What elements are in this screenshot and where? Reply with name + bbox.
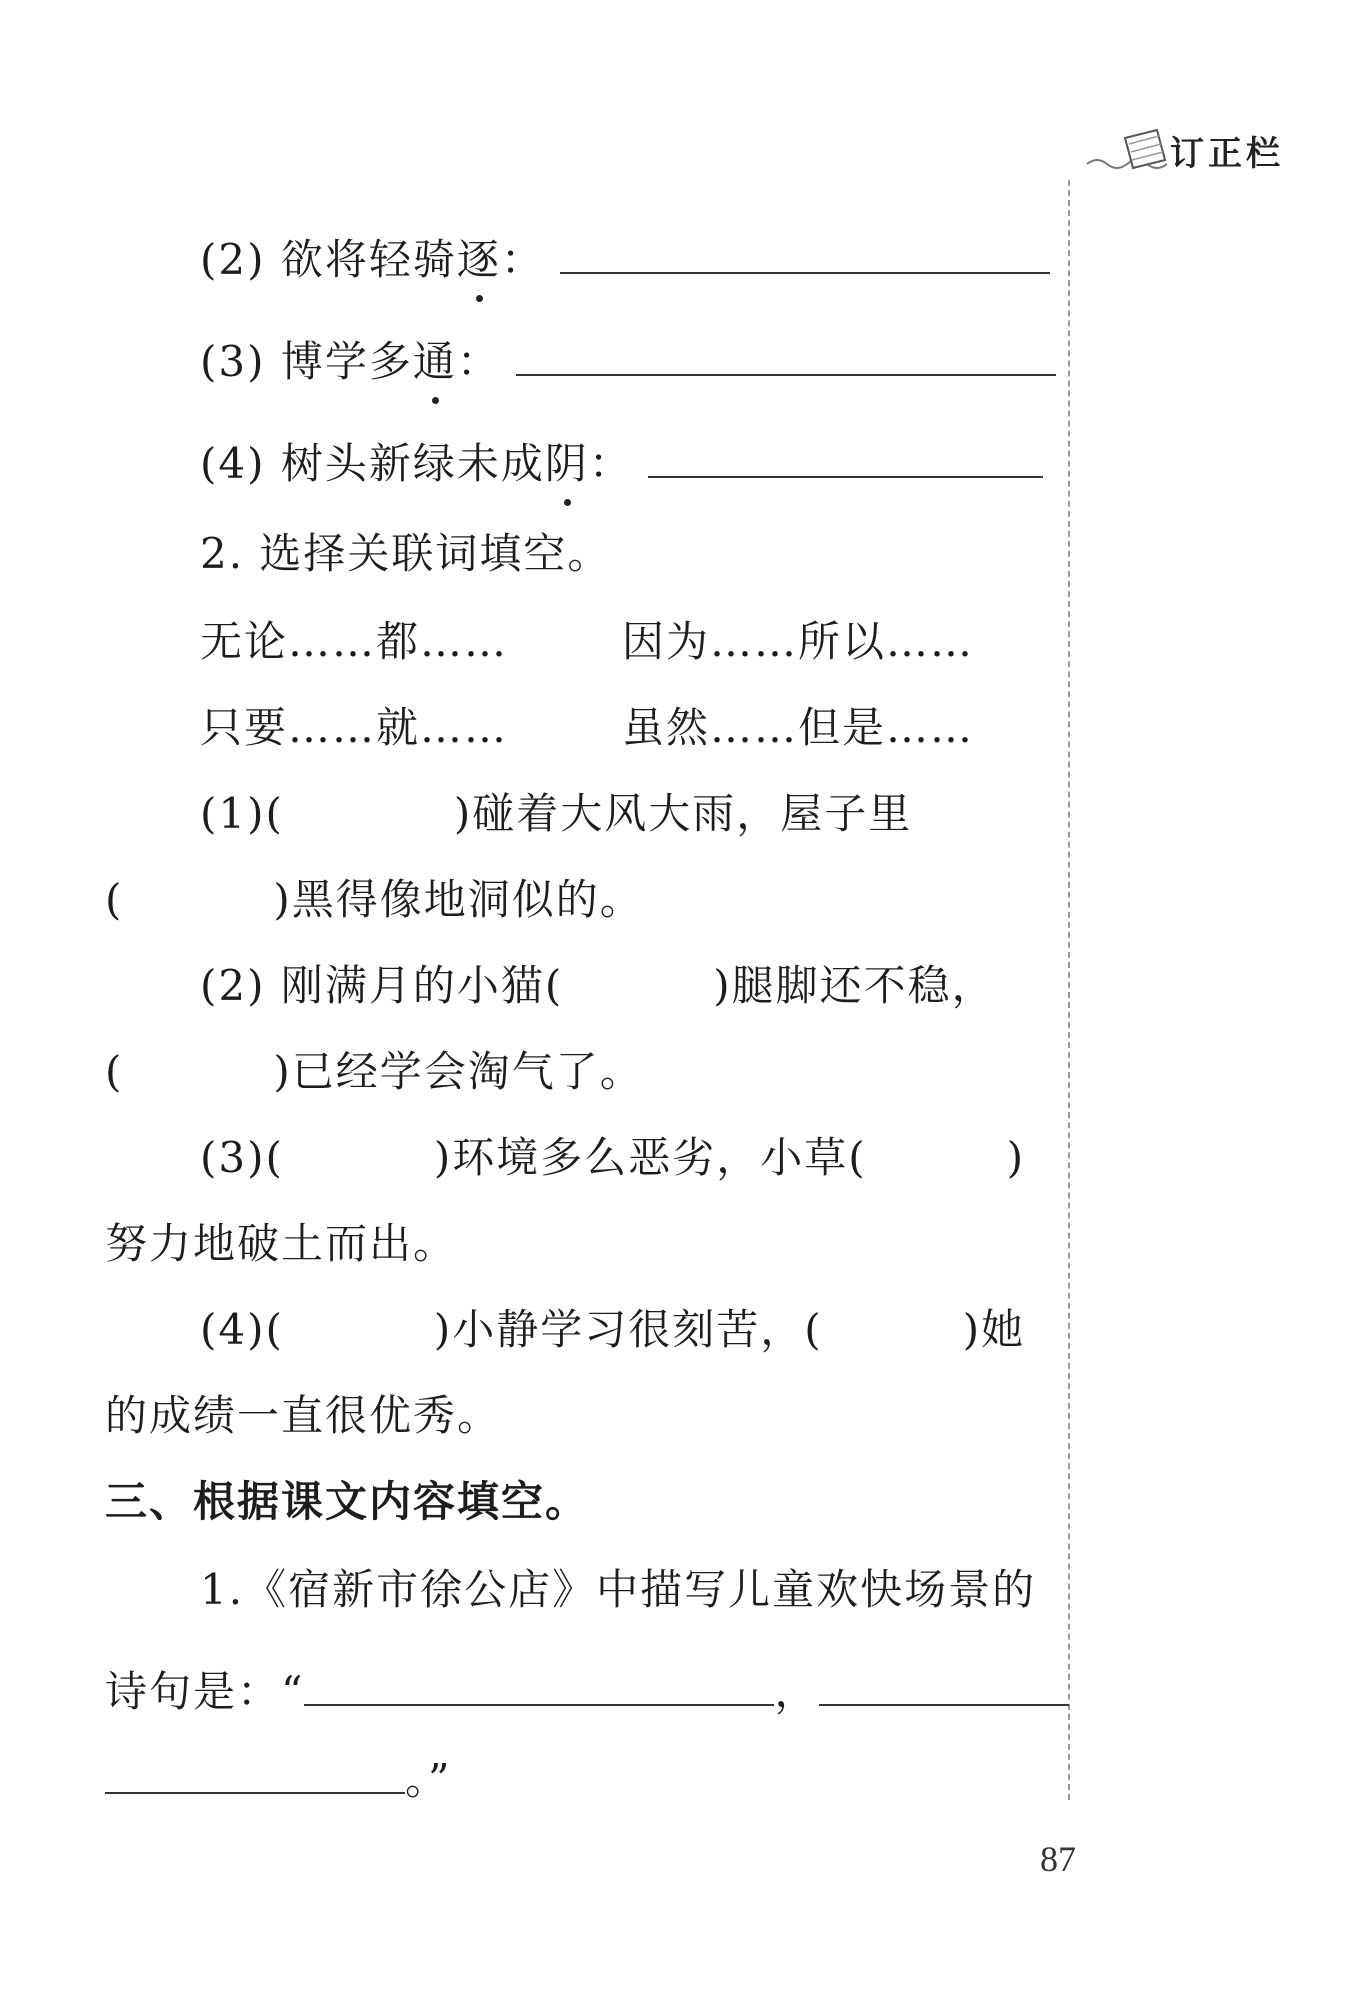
item-text: 已经学会淘气了。 xyxy=(291,1047,644,1096)
item-text: 诗句是：“ xyxy=(105,1667,305,1716)
dotted-char: 通 xyxy=(413,334,457,390)
item-text: 她 xyxy=(981,1305,1026,1354)
q2-item-4-line-2: 的成绩一直很优秀。 xyxy=(105,1391,502,1440)
item-text: 碰着大风大雨，屋子里 xyxy=(472,789,913,838)
item-colon: ： xyxy=(456,337,501,386)
dotted-char: 逐 xyxy=(457,232,501,288)
part-three-q1-line-1: 1.《宿新市徐公店》中描写儿童欢快场景的 xyxy=(200,1565,1037,1614)
correction-column-divider xyxy=(1068,180,1070,1800)
dotted-char: 阴 xyxy=(545,436,589,492)
q2-item-1-line-2: ( )黑得像地洞似的。 xyxy=(105,875,644,924)
item-text: 腿脚还不稳， xyxy=(731,961,996,1010)
part-three-q1-line-3 xyxy=(105,1752,451,1808)
answer-blank[interactable] xyxy=(560,238,1050,274)
q2-item-4-line-1: (4)( )小静学习很刻苦，( )她 xyxy=(200,1305,1026,1354)
page-number: 87 xyxy=(1040,1839,1076,1879)
q2-item-3-line-1: (3)( )环境多么恶劣，小草( ) xyxy=(200,1133,1026,1182)
q2-item-2-line-2: ( )已经学会淘气了。 xyxy=(105,1047,644,1096)
q1-item-3 xyxy=(200,334,1056,390)
q1-item-2 xyxy=(200,232,1050,288)
item-number: (1) xyxy=(200,789,266,838)
section-three-heading: 三、根据课文内容填空。 xyxy=(105,1477,590,1526)
item-text: 博学多 xyxy=(280,337,413,386)
answer-blank[interactable] xyxy=(516,340,1056,376)
option-2: 因为……所以…… xyxy=(622,617,975,666)
item-text: 环境多么恶劣，小草 xyxy=(452,1133,849,1182)
item-text: 黑得像地洞似的。 xyxy=(291,875,644,924)
answer-blank[interactable] xyxy=(819,1670,1069,1706)
q2-item-2-line-1: (2) 刚满月的小猫( )腿脚还不稳， xyxy=(200,961,996,1010)
answer-blank[interactable] xyxy=(648,442,1043,478)
item-text: 刚满月的小猫 xyxy=(280,961,545,1010)
q2-title: 2. 选择关联词填空。 xyxy=(200,529,612,578)
q2-item-1-line-1: (1)( )碰着大风大雨，屋子里 xyxy=(200,789,913,838)
q1-item-4 xyxy=(200,436,1043,492)
item-number: (2) xyxy=(200,235,266,284)
item-colon: ： xyxy=(588,439,633,488)
item-text: ， xyxy=(774,1667,819,1716)
item-text: 树头新绿未成 xyxy=(280,439,545,488)
item-number: (2) xyxy=(200,961,266,1010)
item-number: (3) xyxy=(200,1133,266,1182)
option-1: 无论……都…… xyxy=(200,617,509,666)
item-number: (3) xyxy=(200,337,266,386)
part-three-q1-line-2 xyxy=(105,1664,1069,1720)
item-number: (4) xyxy=(200,1305,266,1354)
item-text: 。” xyxy=(405,1755,452,1804)
item-text: 小静学习很刻苦， xyxy=(452,1305,805,1354)
q2-item-3-line-2: 努力地破土而出。 xyxy=(105,1219,458,1268)
item-colon: ： xyxy=(500,235,545,284)
answer-blank[interactable] xyxy=(105,1758,405,1794)
item-text: 欲将轻骑 xyxy=(280,235,457,284)
option-4: 虽然……但是…… xyxy=(622,703,975,752)
correction-column-label: 订正栏 xyxy=(1170,134,1284,174)
option-3: 只要……就…… xyxy=(200,703,509,752)
item-number: (4) xyxy=(200,439,266,488)
answer-blank[interactable] xyxy=(304,1670,774,1706)
